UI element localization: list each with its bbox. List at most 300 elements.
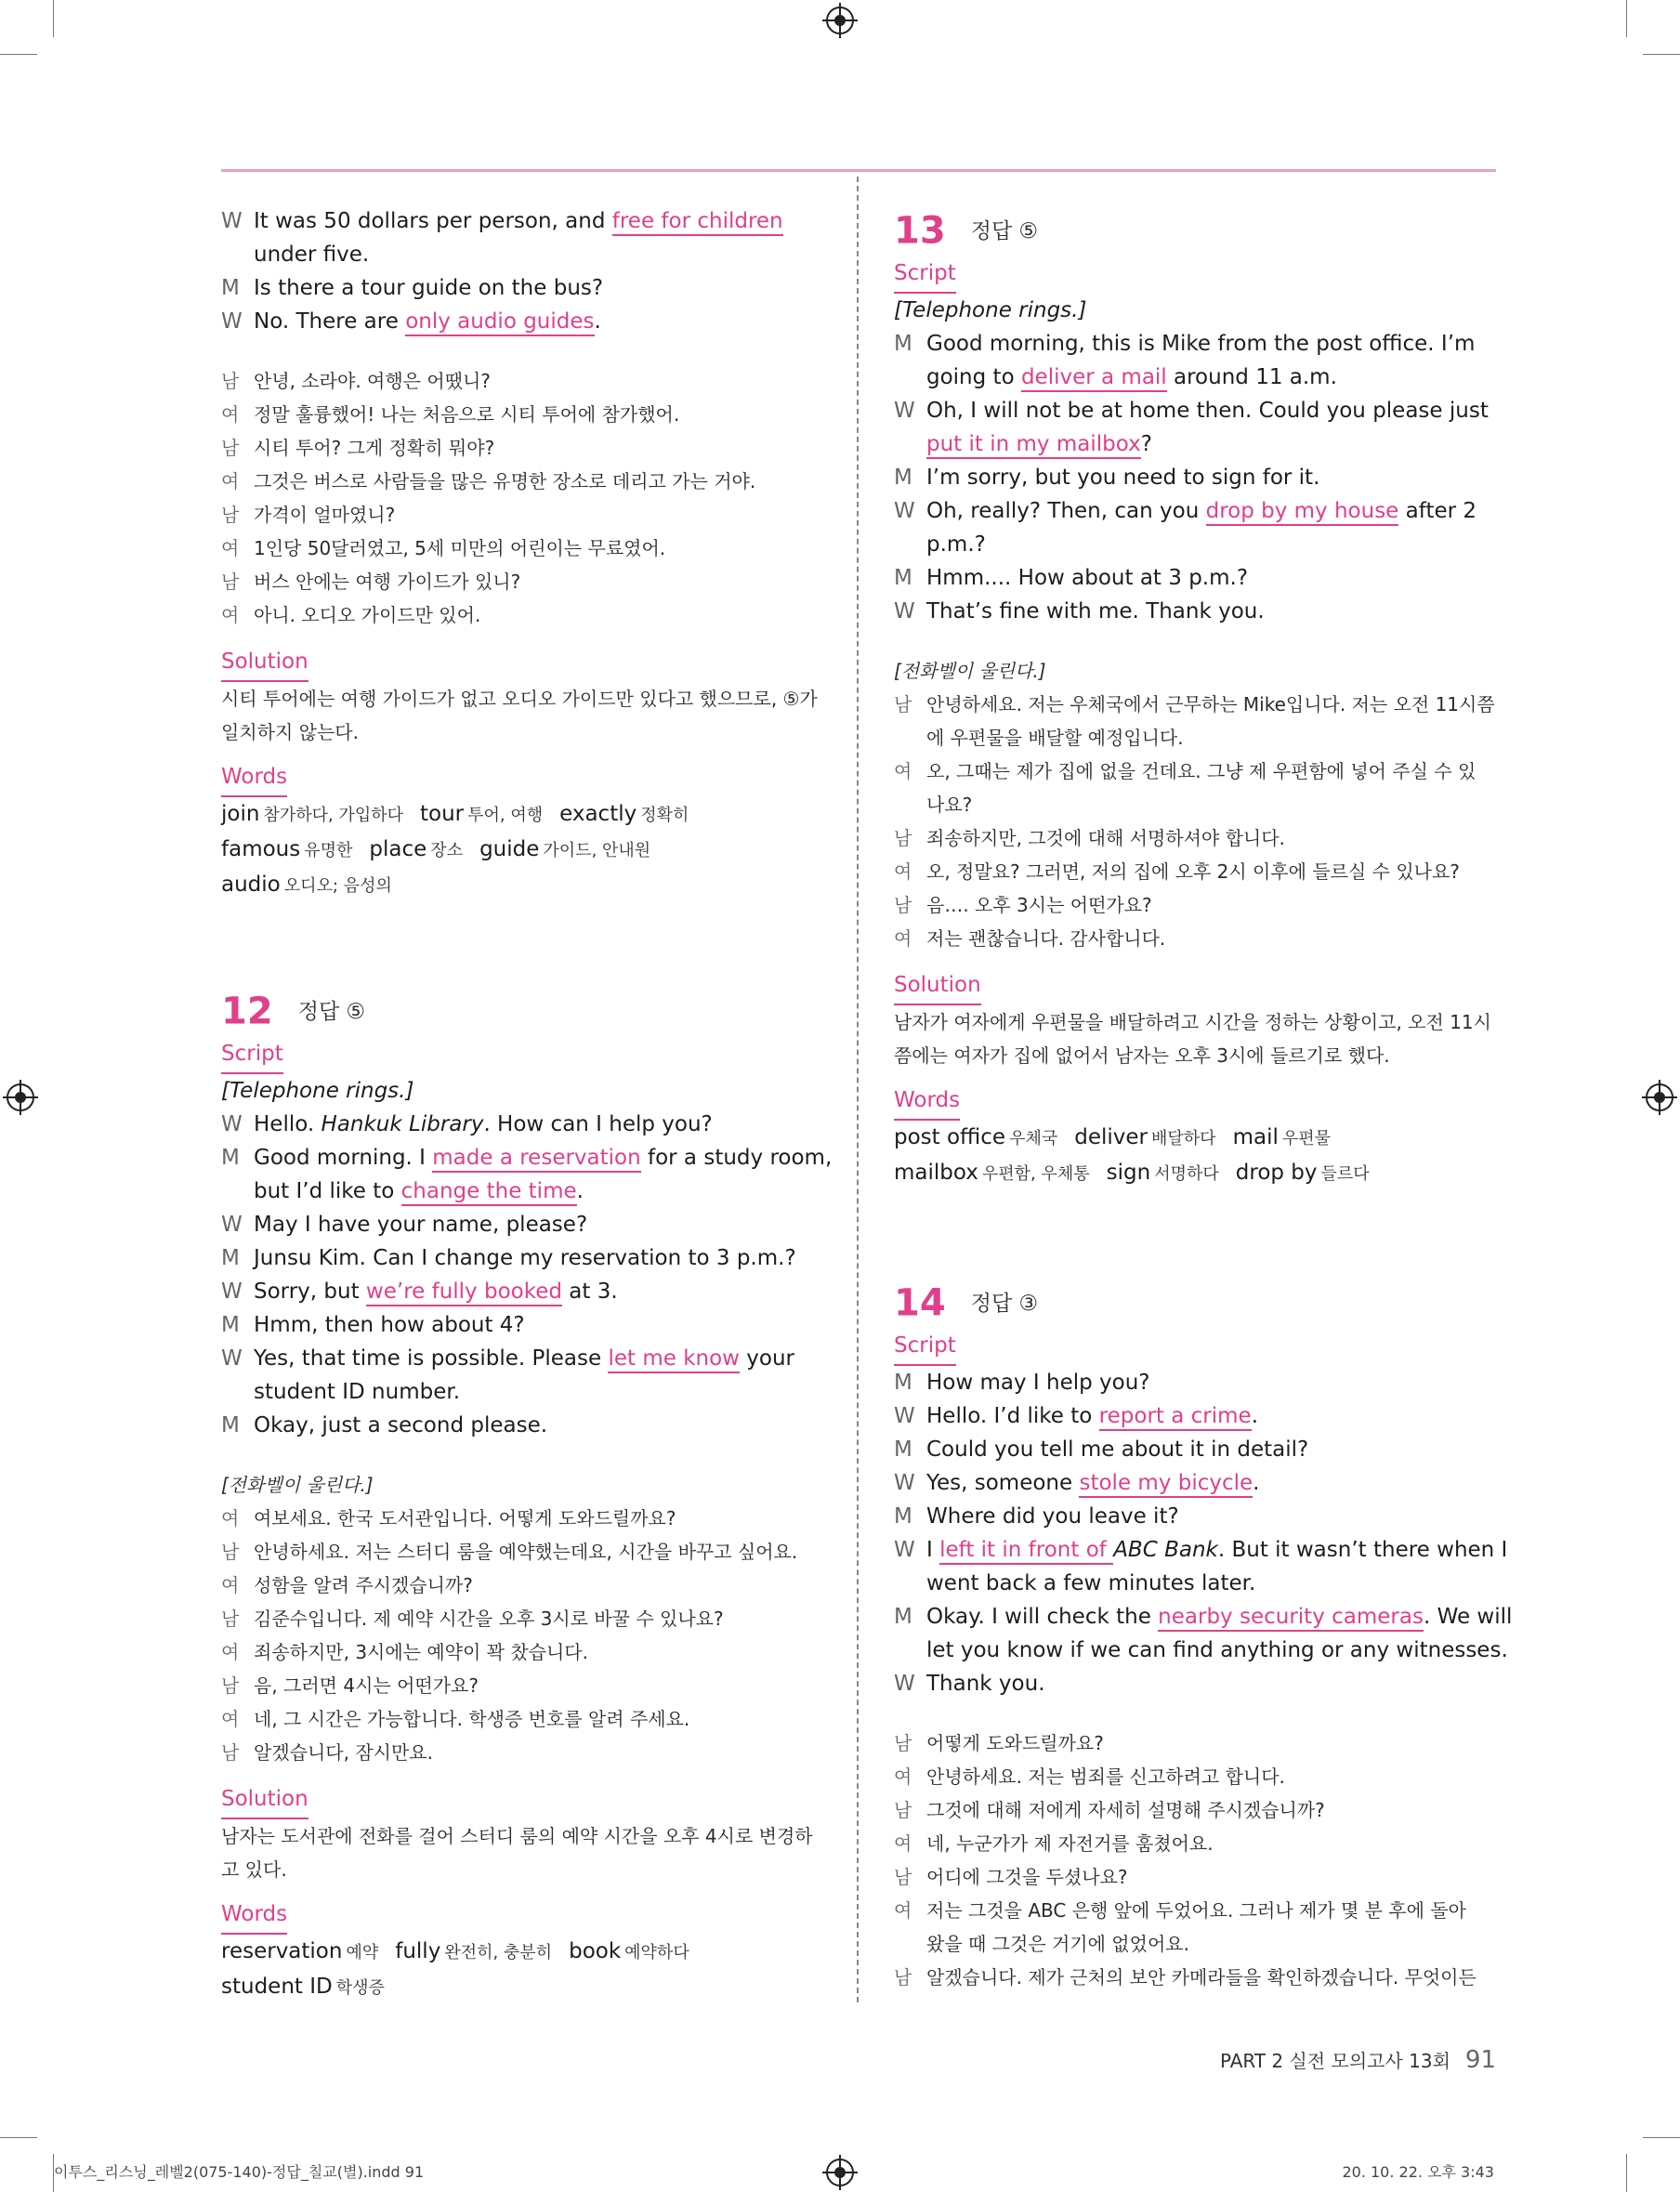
dialog-line — [221, 204, 823, 238]
speaker-label: 여 — [221, 470, 240, 492]
dialog-text — [926, 528, 986, 561]
vocab-meaning: 예약 — [346, 1943, 379, 1962]
translation-text: 음…. 오후 3시는 어떤가요? — [926, 894, 1152, 916]
korean-stage-direction: [전화벨이 울린다.] — [221, 1474, 374, 1496]
key-phrase: let me know — [608, 1346, 740, 1373]
speaker-label: W — [894, 1672, 915, 1696]
dialog-text — [254, 204, 783, 238]
speaker-label: 여 — [894, 927, 912, 950]
speaker-label: W — [221, 1280, 243, 1304]
key-phrase: deliver a mail — [1021, 365, 1167, 392]
translation-line — [221, 532, 823, 565]
speaker-label: 남 — [221, 504, 240, 526]
translation-line — [894, 1927, 1496, 1961]
dialog-text — [926, 1500, 1179, 1533]
dialog-text — [926, 327, 1475, 361]
vocab-word: exactly — [559, 802, 637, 826]
word-row — [221, 833, 823, 868]
solution-label: Solution — [894, 968, 981, 1005]
column-divider — [857, 177, 859, 2002]
answer-label: 정답 ⑤ — [970, 218, 1039, 243]
vocab-word: drop by — [1235, 1161, 1318, 1185]
speaker-label: 여 — [221, 1574, 240, 1596]
translation-line — [894, 755, 1496, 788]
page-footer — [1220, 2046, 1496, 2074]
translation-text: 1인당 50달러였고, 5세 미만의 어린이는 무료였어. — [254, 537, 666, 559]
speaker-label: W — [221, 209, 243, 233]
text-run: . How can I help you? — [483, 1112, 713, 1136]
script-label: Script — [894, 1329, 956, 1366]
text-run: Good morning, this is Mike from the post office. I’m — [926, 332, 1476, 356]
text-run: Sorry, but — [254, 1280, 366, 1304]
text-run: let you know if we can find anything or any witnesses. — [926, 1638, 1508, 1662]
speaker-label: 여 — [221, 1708, 240, 1730]
text-run: Hmm, then how about 4? — [254, 1313, 525, 1337]
proper-name: ABC Bank — [1113, 1538, 1218, 1562]
dialog-line — [221, 1208, 823, 1241]
question-number: 12 — [221, 990, 273, 1033]
vocab-meaning: 우편함, 우체통 — [981, 1164, 1090, 1184]
korean-stage-direction: [전화벨이 울린다.] — [894, 660, 1046, 682]
vocab-word: join — [221, 802, 260, 826]
speaker-label: M — [221, 1246, 240, 1270]
translation-line — [894, 1894, 1496, 1927]
crop-mark — [1626, 2154, 1627, 2192]
speaker-label: W — [894, 1538, 915, 1562]
solution-line: 남자가 여자에게 우편물을 배달하려고 시간을 정하는 상황이고, 오전 11시 — [894, 1011, 1491, 1033]
dialog-text — [926, 427, 1152, 461]
words-label: Words — [894, 1083, 960, 1121]
speaker-label: 남 — [221, 1741, 240, 1764]
translation-text: 아니. 오디오 가이드만 있어. — [254, 604, 481, 626]
crop-mark — [0, 2137, 37, 2138]
translation-line — [221, 1635, 823, 1669]
word-row — [221, 868, 823, 903]
registration-mark-icon — [1646, 1083, 1673, 1111]
dialog-line — [221, 1141, 833, 1175]
translation-text: 왔을 때 그것은 거기에 없었어요. — [926, 1933, 1189, 1955]
speaker-label: 남 — [894, 1799, 912, 1821]
dialog-text — [254, 305, 601, 338]
script-label: Script — [894, 256, 956, 294]
stage-direction: [Telephone rings.] — [221, 1079, 414, 1103]
key-phrase: nearby security cameras — [1158, 1605, 1424, 1632]
dialog-text — [254, 1409, 547, 1442]
dialog-text — [254, 1208, 587, 1241]
text-run: . But it wasn’t there when I — [1217, 1538, 1508, 1562]
vocab-meaning: 우체국 — [1009, 1129, 1058, 1149]
dialog-line — [894, 1667, 1496, 1700]
vocab-meaning: 유명한 — [304, 841, 353, 860]
speaker-label: W — [894, 399, 915, 423]
text-run: Could you tell me about it in detail? — [926, 1437, 1309, 1462]
translation-line — [221, 1502, 823, 1535]
dialog-text — [926, 1667, 1045, 1700]
key-phrase: change the time — [401, 1179, 577, 1206]
dialog-line — [894, 528, 1496, 561]
q14-dialog — [894, 1366, 1513, 1700]
q11-dialog-continued — [221, 204, 823, 338]
dialog-line — [894, 1433, 1496, 1466]
vocab-meaning: 들르다 — [1320, 1164, 1370, 1184]
vocab-word: famous — [221, 837, 301, 861]
translation-text: 음, 그러면 4시는 어떤가요? — [254, 1674, 479, 1697]
speaker-label: 남 — [221, 1674, 240, 1697]
vocab-meaning: 정확히 — [640, 806, 689, 825]
dialog-line — [894, 1533, 1508, 1567]
dialog-text — [926, 394, 1489, 427]
translation-line — [221, 565, 823, 598]
translation-text: 나요? — [926, 794, 973, 816]
translation-text: 저는 그것을 ABC 은행 앞에 두었어요. 그러나 제가 몇 분 후에 돌아 — [926, 1899, 1466, 1922]
text-run: It was 50 dollars per person, and — [254, 209, 612, 233]
speaker-label: 여 — [221, 604, 240, 626]
key-phrase: made a reservation — [432, 1146, 640, 1173]
dialog-line — [894, 1600, 1513, 1634]
solution-line: 고 있다. — [221, 1858, 287, 1881]
translation-line — [894, 721, 1496, 755]
text-run: p.m.? — [926, 532, 986, 557]
translation-text: 알겠습니다. 제가 근처의 보안 카메라들을 확인하겠습니다. 무엇이든 — [926, 1966, 1477, 1989]
translation-text: 알겠습니다, 잠시만요. — [254, 1741, 433, 1764]
q13-korean-translation — [894, 688, 1496, 955]
dialog-line — [894, 1500, 1496, 1533]
text-run: Yes, that time is possible. Please — [254, 1346, 609, 1371]
translation-line — [894, 1961, 1496, 1994]
crop-mark — [53, 0, 54, 37]
translation-text: 여보세요. 한국 도서관입니다. 어떻게 도와드릴까요? — [254, 1507, 676, 1529]
key-phrase: drop by my house — [1206, 499, 1399, 526]
vocab-meaning: 가이드, 안내원 — [543, 841, 651, 860]
vocab-meaning: 투어, 여행 — [467, 806, 544, 825]
text-run: I — [926, 1538, 940, 1562]
text-run: Hmm.... How about at 3 p.m.? — [926, 566, 1249, 590]
vocab-word: guide — [479, 837, 540, 861]
speaker-label: 남 — [894, 894, 912, 916]
speaker-label: M — [221, 1146, 240, 1170]
text-run: Okay, just a second please. — [254, 1413, 548, 1437]
text-run: May I have your name, please? — [254, 1213, 588, 1237]
text-run: student ID number. — [254, 1380, 461, 1404]
vocab-word: reservation — [221, 1939, 343, 1963]
word-row — [894, 1156, 1496, 1191]
translation-line — [221, 1535, 823, 1569]
key-phrase: put it in my mailbox — [926, 432, 1141, 459]
dialog-line — [221, 1409, 823, 1442]
speaker-label: 여 — [894, 860, 912, 883]
speaker-label: M — [894, 332, 912, 356]
translation-text: 안녕하세요. 저는 범죄를 신고하려고 합니다. — [926, 1765, 1285, 1788]
dialog-text — [254, 1108, 713, 1141]
speaker-label: 남 — [221, 1541, 240, 1563]
translation-line — [221, 431, 823, 465]
translation-line — [894, 888, 1496, 922]
speaker-label: 남 — [221, 370, 240, 392]
translation-text: 성함을 알려 주시겠습니까? — [254, 1574, 473, 1596]
footer-label: PART 2 실전 모의고사 13회 — [1219, 2050, 1450, 2072]
text-run: Hello. — [254, 1112, 322, 1136]
vocab-word: student ID — [221, 1975, 333, 1999]
translation-line — [221, 465, 823, 498]
text-run: around 11 a.m. — [1166, 365, 1337, 389]
translation-text: 네, 누군가가 제 자전거를 훔쳤어요. — [926, 1832, 1214, 1855]
translation-text: 안녕, 소라야. 여행은 어땠니? — [254, 370, 491, 392]
text-run: Yes, someone — [926, 1471, 1080, 1495]
speaker-label: W — [894, 499, 915, 523]
text-run: . — [1251, 1404, 1258, 1428]
q11-solution — [221, 682, 823, 749]
dialog-text — [254, 1375, 460, 1409]
speaker-label: W — [894, 1471, 915, 1495]
translation-text: 죄송하지만, 그것에 대해 서명하셔야 합니다. — [926, 827, 1285, 849]
translation-text: 시티 투어? 그게 정확히 뭐야? — [254, 437, 495, 459]
key-phrase: we’re fully booked — [366, 1280, 562, 1306]
text-run: ? — [1140, 432, 1152, 456]
dialog-line — [221, 1342, 823, 1375]
text-run: . — [1253, 1471, 1260, 1495]
translation-line — [221, 1669, 823, 1702]
vocab-word: sign — [1106, 1161, 1151, 1185]
dialog-line — [894, 1634, 1508, 1667]
crop-mark — [1643, 54, 1680, 55]
speaker-label: M — [894, 466, 912, 490]
dialog-line — [894, 394, 1496, 427]
translation-text: 네, 그 시간은 가능합니다. 학생증 번호를 알려 주세요. — [254, 1708, 690, 1730]
dialog-line — [221, 271, 823, 305]
vocab-word: mail — [1232, 1125, 1279, 1149]
translation-line — [894, 1860, 1496, 1894]
speaker-label: 여 — [894, 1765, 912, 1788]
text-run: Hello. I’d like to — [926, 1404, 1099, 1428]
question-number: 14 — [894, 1281, 946, 1325]
speaker-label: 여 — [221, 537, 240, 559]
dialog-text — [254, 271, 603, 305]
key-phrase: stole my bicycle — [1079, 1471, 1253, 1498]
q14-header — [894, 1277, 1496, 1329]
vocab-meaning: 예약하다 — [624, 1943, 689, 1962]
speaker-label: W — [221, 1112, 243, 1136]
key-phrase: report a crime — [1099, 1404, 1252, 1431]
script-label: Script — [221, 1037, 283, 1074]
text-run: Oh, really? Then, can you — [926, 499, 1206, 523]
text-run: Oh, I will not be at home then. Could you please just — [926, 399, 1489, 423]
vocab-meaning: 우편물 — [1281, 1129, 1332, 1149]
translation-text: 오, 그때는 제가 집에 없을 건데요. 그냥 제 우편함에 넣어 주실 수 있 — [926, 760, 1477, 782]
translation-line — [221, 498, 823, 532]
right-column — [894, 204, 1513, 1994]
print-timestamp: 20. 10. 22. 오후 3:43 — [1342, 2163, 1494, 2181]
q12-header — [221, 985, 823, 1037]
translation-line — [894, 821, 1496, 855]
translation-text: 어떻게 도와드릴까요? — [926, 1732, 1104, 1754]
translation-text: 그것에 대해 저에게 자세히 설명해 주시겠습니까? — [926, 1799, 1325, 1821]
translation-text: 가격이 얼마였니? — [254, 504, 396, 526]
text-run: Thank you. — [926, 1672, 1045, 1696]
dialog-line — [894, 561, 1496, 595]
speaker-label: W — [221, 1346, 243, 1371]
translation-line — [894, 1793, 1496, 1827]
speaker-label: W — [221, 309, 243, 334]
translation-line — [221, 1569, 823, 1602]
vocab-word: book — [569, 1939, 622, 1963]
vocab-word: audio — [221, 873, 281, 897]
registration-mark-icon — [826, 7, 854, 34]
translation-text: 안녕하세요. 저는 스터디 룸을 예약했는데요, 시간을 바꾸고 싶어요. — [254, 1541, 798, 1563]
dialog-text — [926, 595, 1265, 628]
solution-line: 남자는 도서관에 전화를 걸어 스터디 룸의 예약 시간을 오후 4시로 변경하 — [221, 1825, 813, 1847]
vocab-word: mailbox — [894, 1161, 978, 1185]
dialog-text — [926, 361, 1337, 394]
key-phrase: free for children — [612, 209, 783, 236]
speaker-label: W — [221, 1213, 243, 1237]
vocab-word: tour — [419, 802, 465, 826]
text-run: at 3. — [561, 1280, 618, 1304]
text-run: . — [594, 309, 601, 334]
translation-line — [221, 398, 823, 431]
dialog-text — [926, 1533, 1507, 1567]
dialog-text — [926, 1634, 1508, 1667]
translation-line — [221, 1736, 823, 1769]
dialog-line — [221, 1308, 823, 1342]
answer-label: 정답 ③ — [970, 1291, 1039, 1316]
dialog-text — [254, 1275, 618, 1308]
dialog-line — [221, 305, 823, 338]
dialog-line — [894, 427, 1496, 461]
word-row — [221, 1970, 823, 2005]
words-label: Words — [221, 760, 287, 797]
dialog-line — [894, 1366, 1496, 1399]
dialog-line — [221, 1275, 823, 1308]
q12-words — [221, 1935, 823, 2005]
speaker-label: 남 — [221, 437, 240, 459]
words-label: Words — [221, 1897, 287, 1935]
registration-mark-icon — [826, 2159, 854, 2186]
translation-line — [894, 1760, 1496, 1793]
dialog-text — [254, 1308, 525, 1342]
dialog-text — [926, 1600, 1512, 1634]
text-run: I’m sorry, but you need to sign for it. — [926, 466, 1320, 490]
q11-korean-translation — [221, 364, 823, 632]
text-run: after 2 — [1398, 499, 1477, 523]
text-run: went back a few minutes later. — [926, 1571, 1256, 1595]
solution-label: Solution — [221, 645, 308, 682]
dialog-line — [221, 238, 823, 271]
page-number: 91 — [1464, 2046, 1496, 2074]
dialog-line — [894, 1567, 1496, 1600]
text-run: That’s fine with me. Thank you. — [926, 599, 1265, 623]
text-run: Junsu Kim. Can I change my reservation to 3 p.m.? — [254, 1246, 796, 1270]
vocab-meaning: 학생증 — [335, 1978, 385, 1998]
vocab-word: fully — [395, 1939, 441, 1963]
vocab-meaning: 참가하다, 가입하다 — [263, 806, 403, 825]
crop-mark — [1643, 2137, 1680, 2138]
vocab-meaning: 완전히, 충분히 — [444, 1943, 553, 1962]
speaker-label: 남 — [894, 827, 912, 849]
text-run: Good morning. I — [254, 1146, 433, 1170]
translation-line — [221, 1702, 823, 1736]
answer-label: 정답 ⑤ — [297, 999, 366, 1024]
file-slug: 이투스_리스닝_레벨2(075-140)-정답_칠교(별).indd 91 — [54, 2163, 425, 2181]
header-rule — [221, 169, 1496, 172]
vocab-word: place — [369, 837, 427, 861]
speaker-label: 여 — [894, 1899, 912, 1922]
translation-text: 죄송하지만, 3시에는 예약이 꽉 찼습니다. — [254, 1641, 588, 1663]
translation-text: 그것은 버스로 사람들을 많은 유명한 장소로 데리고 가는 거야. — [254, 470, 756, 492]
crop-mark — [0, 54, 37, 55]
q14-korean-translation — [894, 1726, 1496, 1994]
translation-line — [894, 1827, 1496, 1860]
dialog-text — [926, 494, 1477, 528]
dialog-line — [221, 1241, 823, 1275]
translation-text: 김준수입니다. 제 예약 시간을 오후 3시로 바꿀 수 있나요? — [254, 1608, 724, 1630]
text-run: . We will — [1423, 1605, 1513, 1629]
solution-line: 일치하지 않는다. — [221, 721, 359, 743]
solution-line: 시티 투어에는 여행 가이드가 없고 오디오 가이드만 있다고 했으므로, ⑤가 — [221, 688, 818, 710]
q11-words — [221, 797, 823, 903]
speaker-label: 남 — [894, 1866, 912, 1888]
word-row — [221, 1935, 823, 1970]
solution-label: Solution — [221, 1782, 308, 1819]
speaker-label: M — [894, 1371, 912, 1395]
stage-direction: [Telephone rings.] — [894, 298, 1087, 322]
translation-text: 저는 괜찮습니다. 감사합니다. — [926, 927, 1166, 950]
crop-mark — [1626, 0, 1627, 37]
translation-text: 어디에 그것을 두셨나요? — [926, 1866, 1128, 1888]
translation-line — [894, 688, 1496, 721]
text-run: for a study room, — [640, 1146, 833, 1170]
q13-header — [894, 204, 1496, 256]
q13-words — [894, 1121, 1496, 1191]
speaker-label: 여 — [894, 760, 912, 782]
word-row — [894, 1121, 1496, 1156]
dialog-text — [926, 1399, 1258, 1433]
text-run: under five. — [254, 243, 370, 267]
speaker-label: 남 — [894, 693, 912, 715]
speaker-label: 여 — [221, 403, 240, 426]
speaker-label: 남 — [894, 1732, 912, 1754]
translation-line — [894, 922, 1496, 955]
dialog-line — [894, 595, 1496, 628]
speaker-label: 여 — [221, 1641, 240, 1663]
vocab-meaning: 배달하다 — [1151, 1129, 1216, 1149]
translation-line — [221, 598, 823, 632]
text-run: Is there a tour guide on the bus? — [254, 276, 604, 300]
q12-korean-translation — [221, 1502, 823, 1769]
speaker-label: 여 — [894, 1832, 912, 1855]
text-run: How may I help you? — [926, 1371, 1150, 1395]
speaker-label: M — [894, 1437, 912, 1462]
vocab-meaning: 장소 — [430, 841, 464, 860]
registration-mark-icon — [7, 1083, 34, 1111]
dialog-text — [926, 1567, 1255, 1600]
dialog-line — [221, 1108, 823, 1141]
translation-text: 버스 안에는 여행 가이드가 있니? — [254, 571, 521, 593]
text-run: but I’d like to — [254, 1179, 401, 1203]
vocab-word: deliver — [1074, 1125, 1148, 1149]
speaker-label: W — [894, 599, 915, 623]
dialog-line — [894, 327, 1496, 361]
dialog-text — [926, 1466, 1259, 1500]
dialog-line — [894, 1466, 1496, 1500]
speaker-label: M — [221, 276, 240, 300]
text-run: Okay. I will check the — [926, 1605, 1159, 1629]
q13-solution — [894, 1005, 1496, 1072]
dialog-text — [926, 1366, 1150, 1399]
translation-text: 에 우편물을 배달할 예정입니다. — [926, 727, 1184, 749]
translation-text: 오, 정말요? 그러면, 저의 집에 오후 2시 이후에 들르실 수 있나요? — [926, 860, 1460, 883]
q13-dialog — [894, 327, 1496, 628]
dialog-text — [254, 238, 369, 271]
